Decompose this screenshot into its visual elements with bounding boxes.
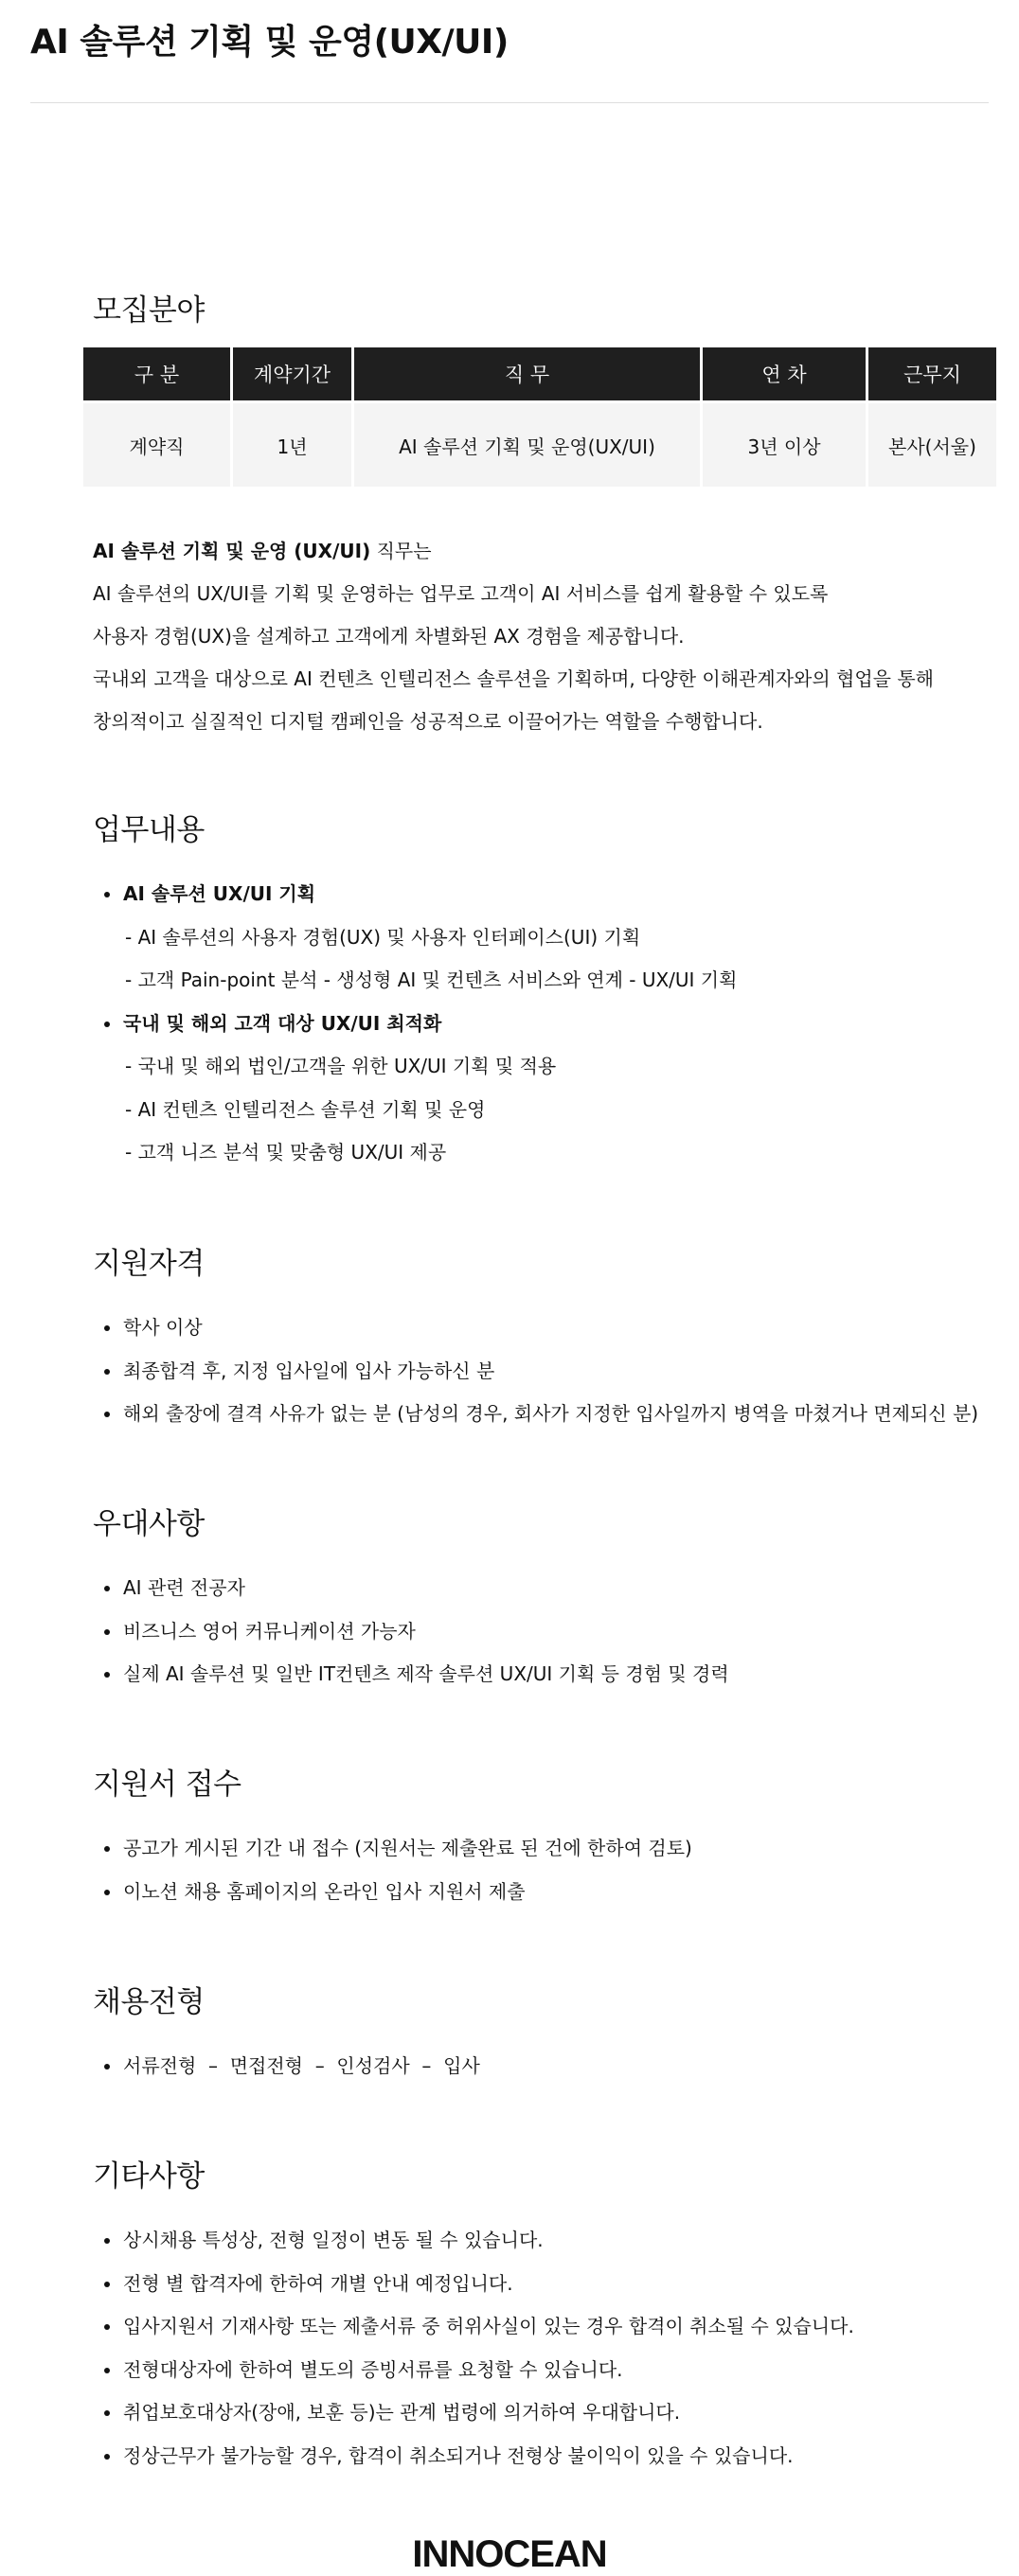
list-item-text: 전형 별 합격자에 한하여 개별 안내 예정입니다. — [123, 2271, 513, 2295]
bullet-icon — [104, 1629, 110, 1635]
table-header-cell: 구 분 — [83, 347, 230, 400]
list-item — [93, 873, 1002, 916]
list-item — [93, 2435, 1002, 2478]
table-header-cell: 계약기간 — [233, 347, 351, 400]
intro-lead — [93, 530, 1002, 573]
table-row — [83, 400, 996, 487]
list-item — [93, 2045, 1002, 2088]
intro-lead-rest: 직무는 — [370, 540, 432, 562]
job-intro — [93, 530, 1002, 743]
intro-line: 창의적이고 실질적인 디지털 캠페인을 성공적으로 이끌어가는 역할을 수행합니다. — [93, 710, 763, 733]
page-title: AI 솔루션 기획 및 운영(UX/UI) — [30, 23, 509, 62]
list-item — [93, 1003, 1002, 1046]
process-list — [93, 2045, 1002, 2088]
bullet-icon — [104, 2282, 110, 2287]
list-item-text: 상시채용 특성상, 전형 일정이 변동 될 수 있습니다. — [123, 2229, 544, 2251]
bullet-icon — [104, 2064, 110, 2070]
list-item-text: 전형대상자에 한하여 별도의 증빙서류를 요청할 수 있습니다. — [123, 2357, 623, 2381]
innocean-logo: INNOCEAN — [412, 2533, 607, 2575]
list-item-text: 최종합격 후, 지정 입사일에 입사 가능하신 분 — [123, 1359, 495, 1382]
bullet-icon — [104, 1846, 110, 1852]
bullet-icon — [104, 1369, 110, 1375]
bullet-icon — [104, 2238, 110, 2244]
list-item — [93, 2263, 1002, 2306]
etc-list — [93, 2219, 1002, 2478]
bullet-icon — [104, 1022, 110, 1027]
list-item — [93, 2219, 1002, 2263]
apply-list — [93, 1827, 1002, 1913]
preferred-section — [93, 1501, 1002, 1697]
table-cell: 3년 이상 — [703, 400, 866, 487]
bullet-icon — [104, 1412, 110, 1417]
recruit-table — [80, 347, 999, 487]
table-header-cell: 직 무 — [354, 347, 700, 400]
list-item-text: 서류전형 – 면접전형 – 인성검사 – 입사 — [123, 2054, 480, 2077]
list-item-text: 입사지원서 기재사항 또는 제출서류 중 허위사실이 있는 경우 합격이 취소될 수 있습니다. — [123, 2315, 854, 2337]
qualifications-list — [93, 1306, 1002, 1436]
list-item-text: 비즈니스 영어 커뮤니케이션 가능자 — [123, 1619, 416, 1643]
list-item: - 고객 Pain-point 분석 - 생성형 AI 및 컨텐츠 서비스와 연계 - UX/UI 기획 — [125, 968, 738, 991]
list-item — [93, 1393, 1002, 1436]
table-cell: 1년 — [233, 400, 351, 487]
list-item: - 국내 및 해외 법인/고객을 위한 UX/UI 기획 및 적용 — [125, 1055, 557, 1077]
list-item — [93, 2391, 1002, 2435]
list-item — [93, 1653, 1002, 1697]
bullet-icon — [104, 2368, 110, 2373]
list-item-text: 이노션 채용 홈페이지의 온라인 입사 지원서 제출 — [123, 1879, 526, 1903]
list-item: - AI 컨텐츠 인텔리전스 솔루션 기획 및 운영 — [125, 1097, 486, 1121]
list-item — [93, 1610, 1002, 1654]
duty-group-head: AI 솔루션 UX/UI 기획 — [123, 882, 316, 905]
list-item-text: AI 관련 전공자 — [123, 1576, 245, 1599]
intro-line: 사용자 경험(UX)을 설계하고 고객에게 차별화된 AX 경험을 제공합니다. — [93, 625, 685, 648]
table-cell: 계약직 — [83, 400, 230, 487]
list-item-text: 취업보호대상자(장애, 보훈 등)는 관계 법령에 의거하여 우대합니다. — [123, 2401, 681, 2424]
bullet-icon — [104, 1586, 110, 1591]
preferred-list — [93, 1567, 1002, 1697]
list-item — [93, 1871, 1002, 1914]
list-item-text: 정상근무가 불가능할 경우, 합격이 취소되거나 전형상 불이익이 있을 수 있습니다. — [123, 2443, 794, 2467]
list-item — [93, 1827, 1002, 1871]
bullet-icon — [104, 1890, 110, 1895]
etc-title: 기타사항 — [93, 2159, 205, 2194]
recruit-title: 모집분야 — [93, 293, 205, 328]
apply-section — [93, 1761, 1002, 1913]
table-cell: 본사(서울) — [868, 400, 996, 487]
list-item-text: 해외 출장에 결격 사유가 없는 분 (남성의 경우, 회사가 지정한 입사일까지 병역을 마쳤거나 면제되신 분) — [123, 1402, 979, 1425]
list-item-text: 공고가 게시된 기간 내 접수 (지원서는 제출완료 된 건에 한하여 검토) — [123, 1837, 692, 1859]
list-item — [93, 1567, 1002, 1610]
table-cell: AI 솔루션 기획 및 운영(UX/UI) — [354, 400, 700, 487]
process-title: 채용전형 — [93, 1985, 205, 2019]
list-item-text: 학사 이상 — [123, 1316, 203, 1339]
apply-title: 지원서 접수 — [93, 1768, 241, 1802]
bullet-icon — [104, 1325, 110, 1331]
recruit-section — [93, 287, 1002, 334]
list-item — [93, 1350, 1002, 1394]
bullet-icon — [104, 2410, 110, 2416]
list-item: - 고객 니즈 분석 및 맞춤형 UX/UI 제공 — [125, 1141, 447, 1164]
list-item — [93, 2305, 1002, 2349]
process-section — [93, 1979, 1002, 2088]
bullet-icon — [104, 892, 110, 897]
etc-section — [93, 2153, 1002, 2478]
table-header-cell: 근무지 — [868, 347, 996, 400]
page-header — [30, 0, 989, 103]
table-header-cell: 연 차 — [703, 347, 866, 400]
bullet-icon — [104, 2454, 110, 2460]
table-header-row — [83, 347, 996, 400]
bullet-icon — [104, 2324, 110, 2330]
duties-section — [93, 807, 1002, 1175]
duties-title: 업무내용 — [93, 813, 205, 847]
qualifications-section — [93, 1240, 1002, 1436]
intro-lead-bold: AI 솔루션 기획 및 운영 (UX/UI) — [93, 540, 371, 562]
intro-line: 국내외 고객을 대상으로 AI 컨텐츠 인텔리전스 솔루션을 기획하며, 다양한 이해관계자와의 협업을 통해 — [93, 667, 934, 690]
list-item — [93, 1306, 1002, 1350]
intro-line: AI 솔루션의 UX/UI를 기획 및 운영하는 업무로 고객이 AI 서비스를 쉽게 활용할 수 있도록 — [93, 582, 829, 605]
duty-group-head: 국내 및 해외 고객 대상 UX/UI 최적화 — [123, 1011, 442, 1035]
qualifications-title: 지원자격 — [93, 1247, 205, 1281]
list-item-text: 실제 AI 솔루션 및 일반 IT컨텐츠 제작 솔루션 UX/UI 기획 등 경험 및 경력 — [123, 1662, 729, 1685]
list-item: - AI 솔루션의 사용자 경험(UX) 및 사용자 인터페이스(UI) 기획 — [125, 925, 641, 949]
bullet-icon — [104, 1672, 110, 1678]
preferred-title: 우대사항 — [93, 1507, 205, 1541]
duties-list — [93, 873, 1002, 1175]
list-item — [93, 2349, 1002, 2392]
